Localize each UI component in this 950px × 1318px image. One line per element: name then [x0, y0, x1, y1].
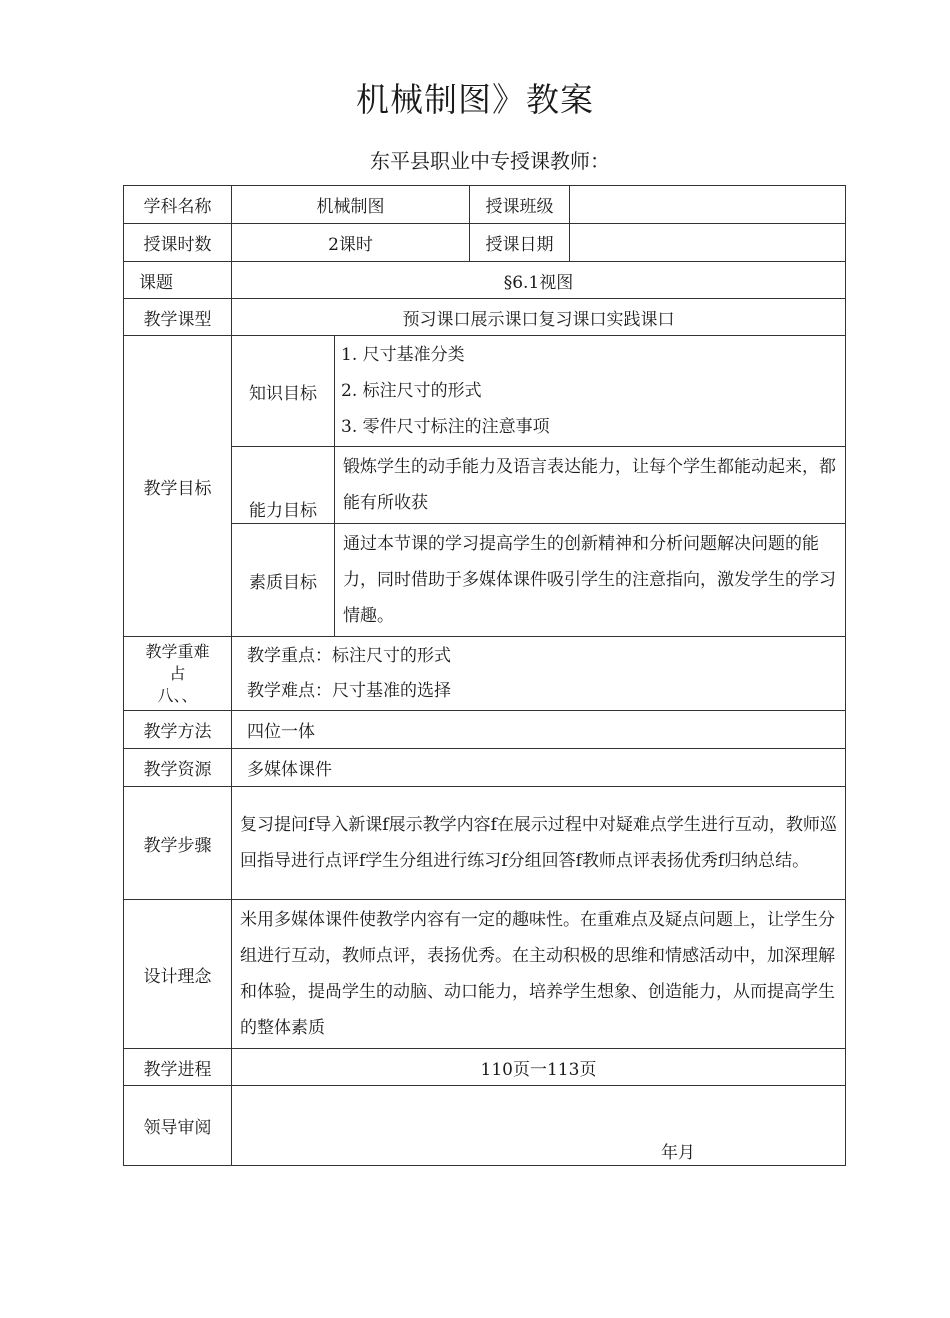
- design-text: 米用多媒体课件使教学内容有一定的趣味性。在重难点及疑点问题上，让学生分组进行互动，教师点评，表扬优秀。在主动积极的思维和情感活动中，加深理解和体验，提咼学生的动脑、动口能力，培养学生想象、创造能力，从而提高学生的整体素质: [232, 900, 846, 1049]
- difficult-point: 教学难点：尺寸基准的选择: [247, 680, 451, 701]
- knowledge-item: 2. 标注尺寸的形式: [341, 381, 482, 401]
- key-points-label: [124, 637, 232, 711]
- hours-label: 授课时数: [124, 224, 232, 262]
- goals-label: 教学目标: [124, 336, 232, 637]
- key-point: 教学重点：标注尺寸的形式: [247, 645, 451, 666]
- date-value: [570, 224, 846, 262]
- resource-label: 教学资源: [124, 749, 232, 787]
- topic-value: §6.1视图: [232, 262, 846, 299]
- quality-label: 素质目标: [232, 524, 335, 637]
- subject-value: 机械制图: [232, 186, 470, 224]
- method-label: 教学方法: [124, 711, 232, 749]
- knowledge-item: 1. 尺寸基准分类: [341, 345, 465, 365]
- class-label: 授课班级: [470, 186, 570, 224]
- knowledge-label: 知识目标: [232, 336, 335, 447]
- document-subtitle: 东平县职业中专授课教师：: [370, 149, 610, 173]
- key-label-line: 占: [169, 663, 186, 683]
- quality-text: 通过本节课的学习提高学生的创新精神和分析问题解决问题的能力，同时借助于多媒体课件吸引学生的注意指向，激发学生的学习情趣。: [335, 524, 846, 637]
- key-label-line: 教学重难: [145, 641, 210, 661]
- progress-value: 110页一113页: [232, 1049, 846, 1086]
- ability-text: 锻炼学生的动手能力及语言表达能力，让每个学生都能动起来，都能有所收获: [335, 447, 846, 524]
- hours-value: 2课时: [232, 224, 470, 262]
- steps-text: 复习提问f导入新课f展示教学内容f在展示过程中对疑难点学生进行互动，教师巡回指导进行点评f学生分组进行练习f分组回答f教师点评表扬优秀f归纳总结。: [232, 787, 846, 900]
- lesson-type-value: 预习课口展示课口复习课口实践课口: [232, 299, 846, 336]
- key-points-content: [232, 637, 846, 711]
- design-label: 设计理念: [124, 900, 232, 1049]
- ability-label: 能力目标: [232, 447, 335, 524]
- knowledge-item: 3. 零件尺寸标注的注意事项: [341, 417, 550, 437]
- review-label: 领导审阅: [124, 1086, 232, 1166]
- progress-label: 教学进程: [124, 1049, 232, 1086]
- lesson-type-label: 教学课型: [124, 299, 232, 336]
- key-label-line: 八、、: [157, 685, 198, 705]
- topic-label: 课题: [124, 262, 232, 299]
- lesson-plan-table: [123, 185, 846, 1166]
- steps-label: 教学步骤: [124, 787, 232, 900]
- knowledge-list: [335, 336, 846, 447]
- document-title: 机械制图》教案: [356, 80, 594, 119]
- date-label: 授课日期: [470, 224, 570, 262]
- review-date: 年月: [232, 1086, 846, 1166]
- class-value: [570, 186, 846, 224]
- subject-label: 学科名称: [124, 186, 232, 224]
- method-value: 四位一体: [232, 711, 846, 749]
- resource-value: 多媒体课件: [232, 749, 846, 787]
